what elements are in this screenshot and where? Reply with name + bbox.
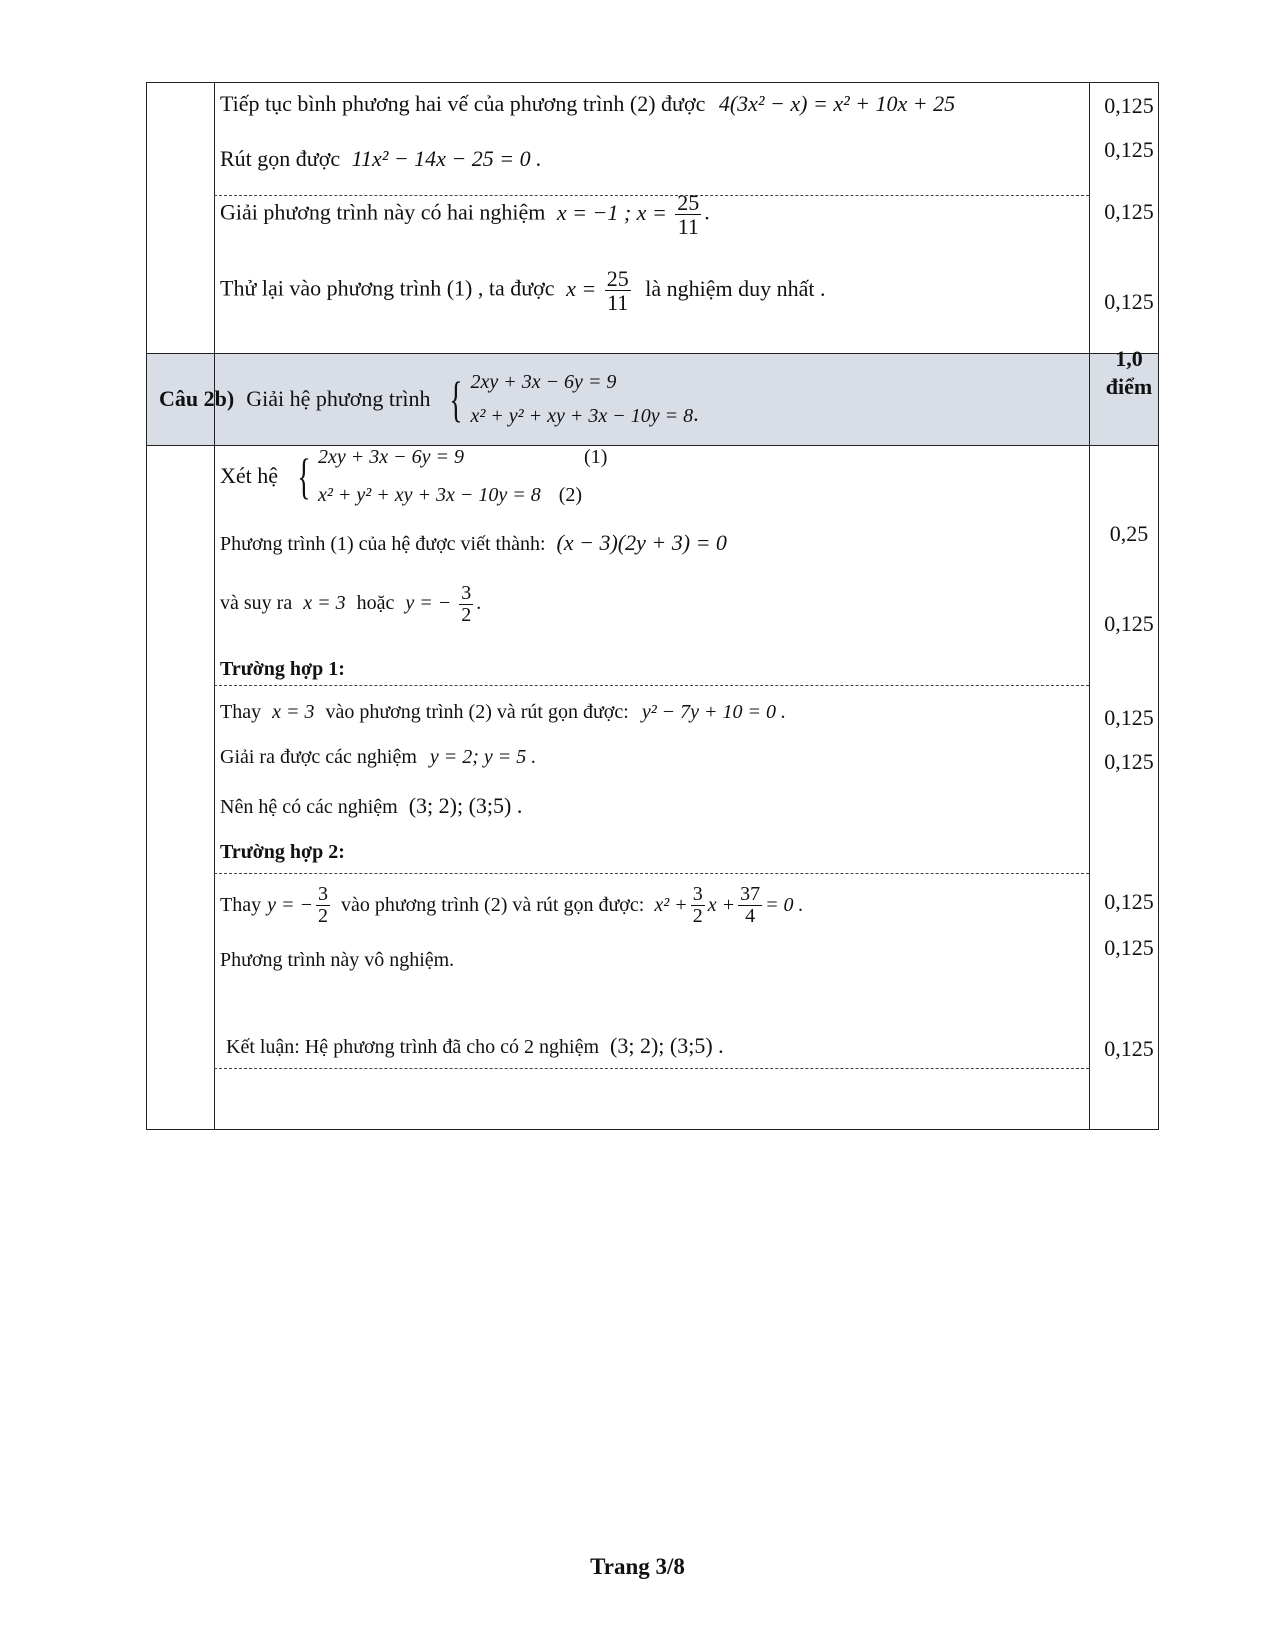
col-divider-left [214, 83, 215, 1129]
row1-line1: Tiếp tục bình phương hai vế của phương trình (2) được 4(3x² − x) = x² + 10x + 25 [220, 91, 956, 116]
fraction: $\frac{25}{11}$ [677, 190, 700, 240]
dashed-divider [214, 873, 1089, 874]
score: 0,125 [1104, 611, 1154, 636]
row1-line2: Rút gọn được 11x² − 14x − 25 = 0 . [220, 146, 542, 171]
fraction: $\frac{3}{2}$ [692, 882, 703, 927]
page-number: Trang 3/8 [590, 1554, 685, 1579]
answer-table [146, 82, 1159, 1130]
score: 0,125 [1104, 705, 1154, 730]
question-statement: Câu 2b) Giải hệ phương trình { 2xy + 3x − 6y = 9 x² + y² + xy + 3x − 10y = 8 . [159, 371, 699, 427]
case2-title: Trường hợp 2: [220, 841, 345, 863]
case1-title: Trường hợp 1: [220, 658, 345, 680]
case2-line1: Thay y = − $\frac{3}{2}$ vào phương trình (2) và rút gọn được: x² + $\frac{3}{2}$ x + $\frac{37}{4}$ = 0 . [220, 882, 804, 927]
score: 0,125 [1104, 289, 1154, 314]
row2-line1: Giải phương trình này có hai nghiệm x = −1 ; x = $\frac{25}{11}$ . [220, 190, 710, 240]
score: 0,125 [1104, 137, 1154, 162]
dashed-divider [214, 1068, 1089, 1069]
score: 0,125 [1104, 1036, 1154, 1061]
dashed-divider [214, 685, 1089, 686]
score: 0,125 [1104, 935, 1154, 960]
fraction: $\frac{25}{11}$ [606, 266, 629, 316]
system-brace: { [449, 371, 464, 427]
conclusion: Kết luận: Hệ phương trình đã cho có 2 nghiệm (3; 2); (3;5) . [226, 1033, 724, 1058]
score: 0,125 [1104, 199, 1154, 224]
case1-line3: Nên hệ có các nghiệm (3; 2); (3;5) . [220, 793, 523, 818]
fraction: $\frac{3}{2}$ [461, 582, 472, 626]
col-divider-right [1089, 83, 1090, 1129]
score: 0,125 [1104, 93, 1154, 118]
solution-step2: và suy ra x = 3 hoặc y = − $\frac{3}{2}$ . [220, 582, 482, 626]
solution-step1: Phương trình (1) của hệ được viết thành: (x − 3)(2y + 3) = 0 [220, 530, 727, 555]
case2-line2: Phương trình này vô nghiệm. [220, 949, 455, 971]
score: 0,125 [1104, 889, 1154, 914]
case1-line2: Giải ra được các nghiệm y = 2; y = 5 . [220, 746, 537, 768]
question-points: 1,0 điểm [1105, 346, 1153, 399]
case1-line1: Thay x = 3 vào phương trình (2) và rút gọn được: y² − 7y + 10 = 0 . [220, 701, 787, 723]
fraction: $\frac{3}{2}$ [317, 882, 328, 927]
solution-system: Xét hệ { 2xy + 3x − 6y = 9 (1) x² + y² + xy + 3x − 10y = 8 (2) [220, 446, 608, 506]
score: 0,25 [1109, 521, 1149, 546]
row2-line2: Thử lại vào phương trình (1) , ta được x = $\frac{25}{11}$ là nghiệm duy nhất . [220, 266, 826, 316]
score: 0,125 [1104, 749, 1154, 774]
fraction: $\frac{37}{4}$ [740, 882, 761, 927]
